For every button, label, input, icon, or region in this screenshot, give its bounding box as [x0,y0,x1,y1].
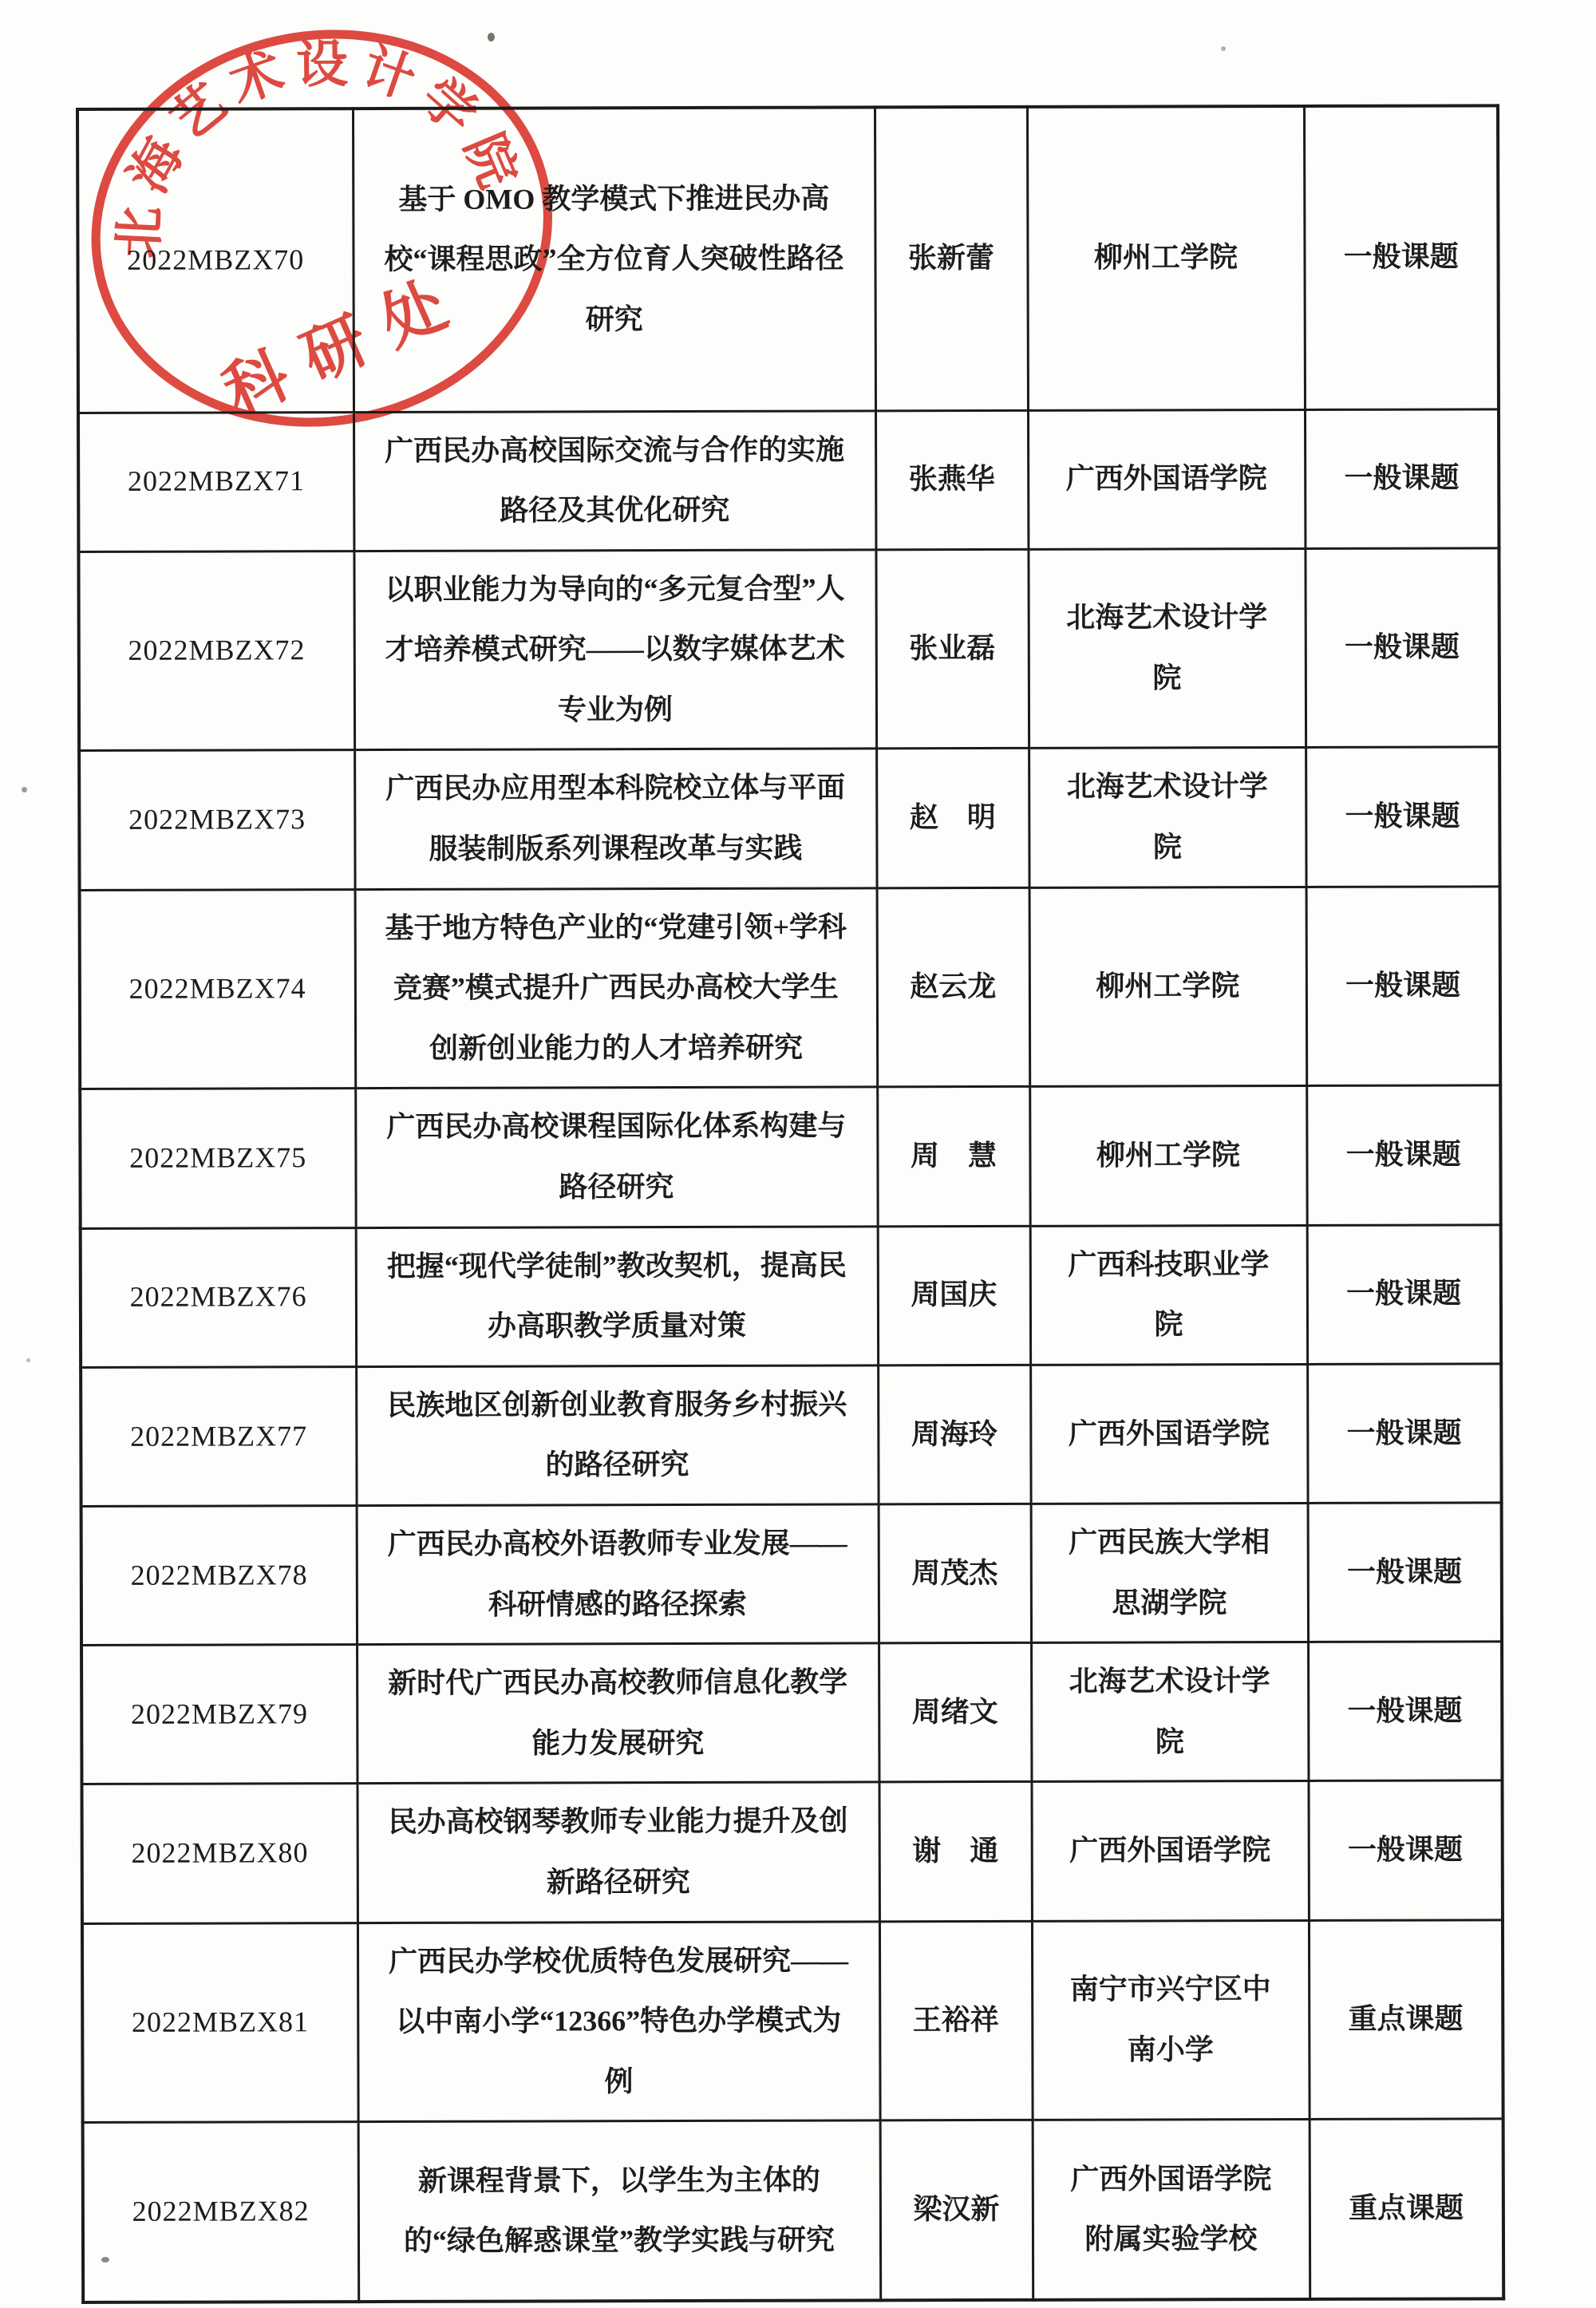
project-id-cell: 2022MBZX74 [80,889,356,1089]
project-id-cell: 2022MBZX70 [77,109,354,413]
stamp-arc-text: 北海艺术设计学院 [110,36,531,260]
table-row [78,409,1499,551]
institution-cell: 柳州工学院 [1027,106,1305,410]
project-leader-cell: 王裕祥 [879,1921,1033,2120]
table-row [82,1919,1503,2122]
institution-cell: 广西外国语学院附属实验学校 [1033,2120,1310,2300]
institution-cell: 广西科技职业学院 [1030,1225,1307,1365]
category-badge-cell: 一般课题 [1304,105,1499,409]
institution-cell: 广西民族大学相思湖学院 [1031,1503,1308,1642]
project-leader-cell: 周茂杰 [879,1504,1031,1643]
project-title-cell: 广西民办学校优质特色发展研究——以中南小学“12366”特色办学模式为例 [358,1921,880,2121]
institution-cell: 北海艺术设计学院 [1031,1642,1308,1782]
table-row [81,1364,1501,1507]
project-id-cell: 2022MBZX71 [78,412,354,551]
scan-speck [101,2257,109,2263]
institution-cell: 北海艺术设计学院 [1029,748,1306,887]
project-title-cell: 基于 OMO 教学模式下推进民办高校“课程思政”全方位育人突破性路径研究 [353,107,875,412]
project-leader-cell: 赵 明 [876,749,1029,888]
project-leader-cell: 梁汉新 [880,2120,1033,2300]
project-title-cell: 广西民办高校国际交流与合作的实施路径及其优化研究 [354,410,875,551]
project-title-cell: 新课程背景下，以学生为主体的的“绿色解惑课堂”教学实践与研究 [358,2120,881,2302]
institution-cell: 柳州工学院 [1029,887,1307,1087]
project-leader-cell: 张业磊 [875,549,1029,749]
institution-cell: 南宁市兴宁区中南小学 [1032,1920,1310,2120]
project-title-cell: 把握“现代学徒制”教改契机，提高民办高职教学质量对策 [356,1226,878,1366]
institution-cell: 广西外国语学院 [1028,409,1305,549]
project-id-cell: 2022MBZX81 [82,1923,358,2123]
table-row [81,1503,1502,1646]
category-badge-cell: 一般课题 [1307,1364,1501,1504]
project-id-cell: 2022MBZX82 [83,2122,359,2302]
category-badge-cell: 重点课题 [1309,1919,1503,2119]
category-badge-cell: 一般课题 [1305,548,1499,748]
institution-cell: 柳州工学院 [1029,1086,1306,1226]
project-id-cell: 2022MBZX73 [79,750,354,890]
stamp-office-text: 科研处 [213,260,478,430]
table-row [77,105,1499,413]
project-id-cell: 2022MBZX78 [81,1506,357,1646]
project-leader-cell: 谢 通 [879,1782,1031,1922]
table-row [80,886,1501,1089]
project-id-cell: 2022MBZX76 [81,1227,356,1367]
category-badge-cell: 一般课题 [1308,1780,1502,1920]
project-id-cell: 2022MBZX77 [81,1366,356,1506]
scan-speck [488,33,495,41]
project-title-cell: 基于地方特色产业的“党建引领+学科竞赛”模式提升广西民办高校大学生创新创业能力的人才培养研究 [355,888,878,1089]
table-row [78,548,1499,751]
project-leader-cell: 赵云龙 [877,887,1030,1087]
project-leader-cell: 周绪文 [879,1643,1031,1783]
institution-cell: 北海艺术设计学院 [1028,548,1306,749]
project-title-cell: 广西民办应用型本科院校立体与平面服装制版系列课程改革与实践 [354,749,876,889]
project-title-cell: 以职业能力为导向的“多元复合型”人才培养模式研究——以数字媒体艺术专业为例 [354,550,876,750]
category-badge-cell: 重点课题 [1310,2119,1504,2299]
project-leader-cell: 张燕华 [875,410,1028,550]
scan-speck [1221,46,1226,51]
category-badge-cell: 一般课题 [1307,1224,1501,1364]
table-row [80,1085,1500,1228]
project-leader-cell: 周 慧 [877,1087,1029,1227]
project-title-cell: 广西民办高校外语教师专业发展——科研情感的路径探索 [357,1504,879,1645]
category-badge-cell: 一般课题 [1306,1085,1500,1225]
category-badge-cell: 一般课题 [1306,747,1499,887]
institution-cell: 广西外国语学院 [1031,1781,1308,1921]
table-row [81,1642,1502,1784]
table-row [81,1224,1501,1367]
project-id-cell: 2022MBZX79 [81,1645,357,1784]
project-leader-cell: 周国庆 [878,1226,1030,1365]
category-badge-cell: 一般课题 [1308,1642,1502,1781]
category-badge-cell: 一般课题 [1306,886,1501,1085]
projects-table-body [77,105,1503,2302]
project-title-cell: 新时代广西民办高校教师信息化教学能力发展研究 [357,1643,879,1784]
project-id-cell: 2022MBZX80 [82,1784,358,1923]
project-title-cell: 民办高校钢琴教师专业能力提升及创新路径研究 [357,1782,879,1923]
projects-table [76,104,1505,2304]
project-id-cell: 2022MBZX75 [80,1089,355,1228]
project-leader-cell: 周海玲 [878,1365,1030,1504]
table-row [82,1780,1503,1923]
project-title-cell: 广西民办高校课程国际化体系构建与路径研究 [355,1087,877,1227]
scan-speck [22,787,27,792]
table-row [79,747,1499,890]
category-badge-cell: 一般课题 [1305,409,1499,548]
institution-cell: 广西外国语学院 [1030,1364,1307,1504]
project-leader-cell: 张新蕾 [875,107,1028,410]
project-id-cell: 2022MBZX72 [78,551,354,751]
table-row [83,2119,1504,2302]
category-badge-cell: 一般课题 [1308,1503,1502,1642]
scan-speck [26,1358,30,1362]
project-title-cell: 民族地区创新创业教育服务乡村振兴的路径研究 [356,1365,878,1506]
